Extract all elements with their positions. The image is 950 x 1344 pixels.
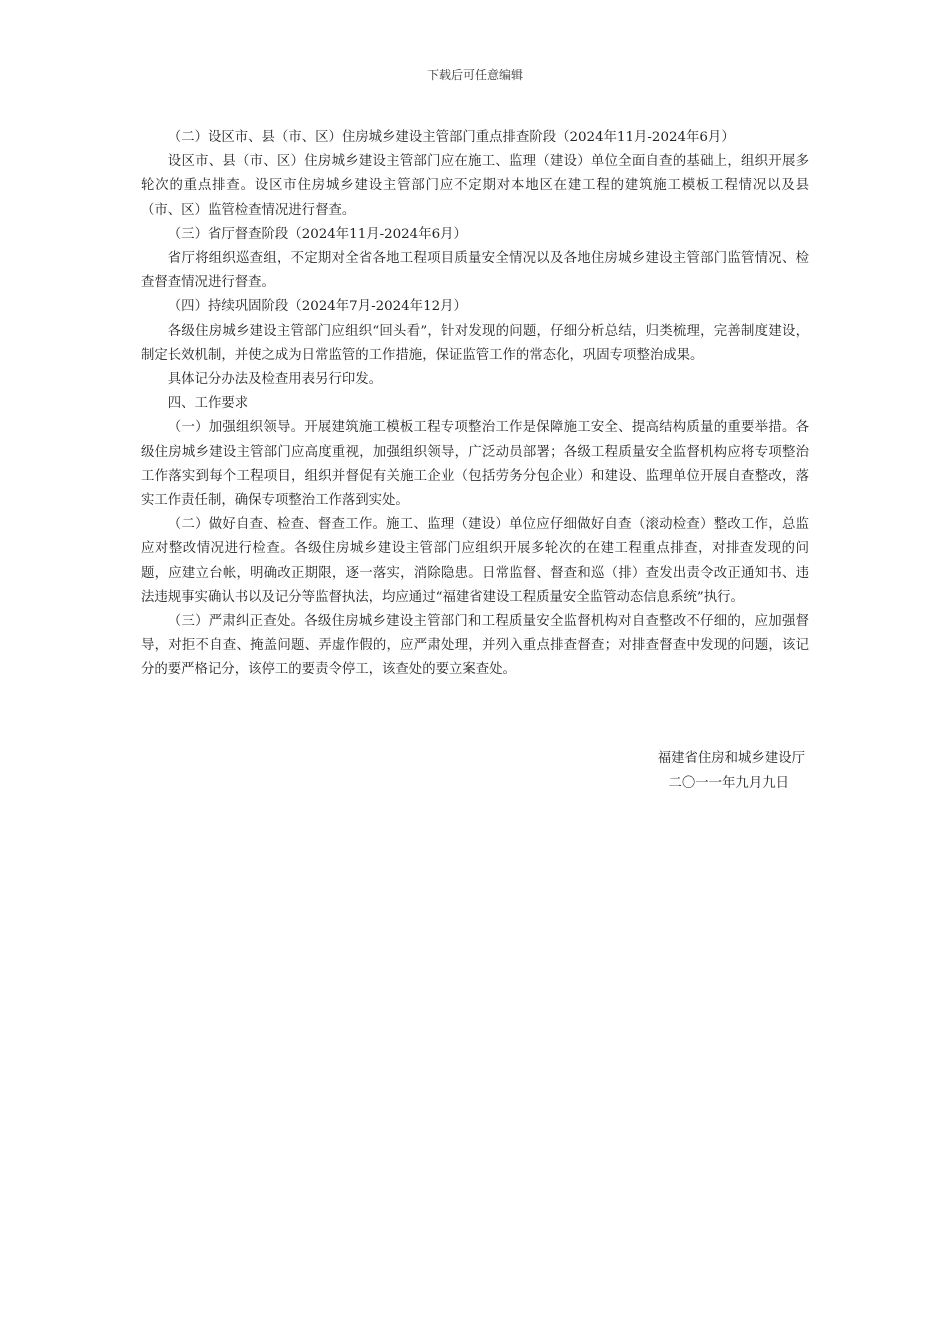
requirement-paragraph: （一）加强组织领导。开展建筑施工模板工程专项整治工作是保障施工安全、提高结构质量的重要举措。各级住房城乡建设主管部门应高度重视，加强组织领导，广泛动员部署；各级工程质量安全监督机构应将专项整治工作落实到每个工程项目，组织并督促有关施工企业（包括劳务分包企业）和建设、监理单位开展自查整改，落实工作责任制，确保专项整治工作落到实处。 <box>141 420 809 509</box>
requirement-paragraph: （三）严肃纠正查处。各级住房城乡建设主管部门和工程质量安全监督机构对自查整改不仔细的，应加强督导，对拒不自查、掩盖问题、弄虚作假的，应严肃处理，并列入重点排查督查；对排查督查中发现的问题，该记分的要严格记分，该停工的要责令停工，该查处的要立案查处。 <box>141 614 809 678</box>
signature-block <box>560 746 805 796</box>
section-heading-2: （二）设区市、县（市、区）住房城乡建设主管部门重点排查阶段（2024年11月-2024年6月） <box>167 130 735 145</box>
download-note: 下载后可任意编辑 <box>426 68 523 82</box>
section-heading-4: （四）持续巩固阶段（2024年7月-2024年12月） <box>167 299 467 315</box>
section-heading-3: （三）省厅督查阶段（2024年11月-2024年6月） <box>167 226 467 242</box>
body-paragraph: 省厅将组织巡查组，不定期对全省各地工程项目质量安全情况以及各地住房城乡建设主管部门监管情况、检查督查情况进行督查。 <box>141 251 809 291</box>
signature-organization: 福建省住房和城乡建设厅 <box>657 751 805 766</box>
document-body <box>141 126 809 683</box>
chapter-heading: 四、工作要求 <box>167 396 249 412</box>
body-paragraph: 具体记分办法及检查用表另行印发。 <box>167 372 383 388</box>
requirement-paragraph: （二）做好自查、检查、督查工作。施工、监理（建设）单位应仔细做好自查（滚动检查）整改工作，总监应对整改情况进行检查。各级住房城乡建设主管部门应组织开展多轮次的在建工程重点排查，对排查发现的问题，应建立台帐，明确改正期限，逐一落实，消除隐患。日常监督、督查和巡（排）查发出责令改正通知书、违法违规事实确认书以及记分等监督执法，均应通过“福建省建设工程质量安全监管动态信息系统”执行。 <box>141 517 809 605</box>
body-paragraph: 各级住房城乡建设主管部门应组织“回头看”，针对发现的问题，仔细分析总结，归类梳理，完善制度建设，制定长效机制，并使之成为日常监管的工作措施，保证监管工作的常态化，巩固专项整治成果。 <box>141 323 809 363</box>
signature-date: 二〇一一年九月九日 <box>668 776 789 791</box>
body-paragraph: 设区市、县（市、区）住房城乡建设主管部门应在施工、监理（建设）单位全面自查的基础上，组织开展多轮次的重点排查。设区市住房城乡建设主管部门应不定期对本地区在建工程的建筑施工模板工程情况以及县（市、区）监管检查情况进行督查。 <box>141 154 809 218</box>
